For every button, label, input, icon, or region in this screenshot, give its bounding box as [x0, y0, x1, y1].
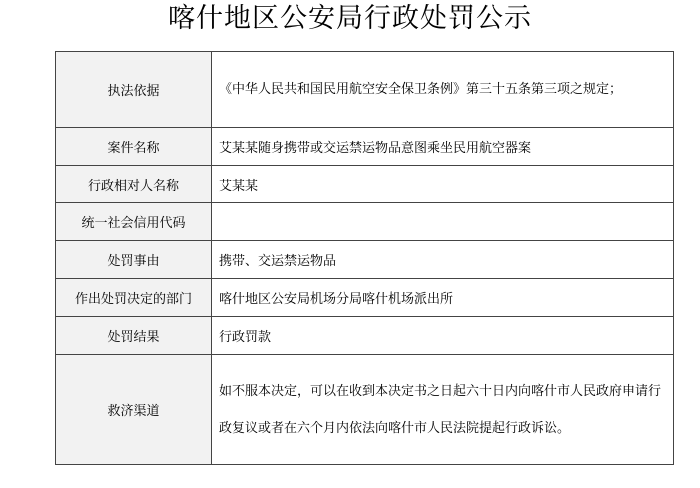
row-label-penalty-result: 处罚结果 [56, 317, 212, 355]
table-row [56, 128, 674, 166]
row-value-case-name: 艾某某随身携带或交运禁运物品意图乘坐民用航空器案 [212, 128, 674, 166]
row-label-case-name: 案件名称 [56, 128, 212, 166]
table-row [56, 203, 674, 241]
table-row [56, 279, 674, 317]
row-label-party-name: 行政相对人名称 [56, 166, 212, 203]
row-label-legal-basis: 执法依据 [56, 52, 212, 128]
row-value-deciding-department: 喀什地区公安局机场分局喀什机场派出所 [212, 279, 674, 317]
row-value-legal-basis: 《中华人民共和国民用航空安全保卫条例》第三十五条第三项之规定； [212, 52, 674, 128]
table-row [56, 52, 674, 128]
table-row [56, 355, 674, 465]
row-value-penalty-reason: 携带、交运禁运物品 [212, 241, 674, 279]
row-label-penalty-reason: 处罚事由 [56, 241, 212, 279]
row-value-credit-code [212, 203, 674, 241]
page-title: 喀什地区公安局行政处罚公示 [168, 3, 532, 34]
table-row [56, 166, 674, 203]
row-label-deciding-department: 作出处罚决定的部门 [56, 279, 212, 317]
row-value-penalty-result: 行政罚款 [212, 317, 674, 355]
row-label-remedy-channel: 救济渠道 [56, 355, 212, 465]
row-label-credit-code: 统一社会信用代码 [56, 203, 212, 241]
table-row [56, 241, 674, 279]
penalty-info-table [55, 51, 674, 465]
table-row [56, 317, 674, 355]
row-value-remedy-channel: 如不服本决定，可以在收到本决定书之日起六十日内向喀什市人民政府申请行政复议或者在六个月内依法向喀什市人民法院提起行政诉讼。 [212, 355, 674, 465]
row-value-party-name: 艾某某 [212, 166, 674, 203]
